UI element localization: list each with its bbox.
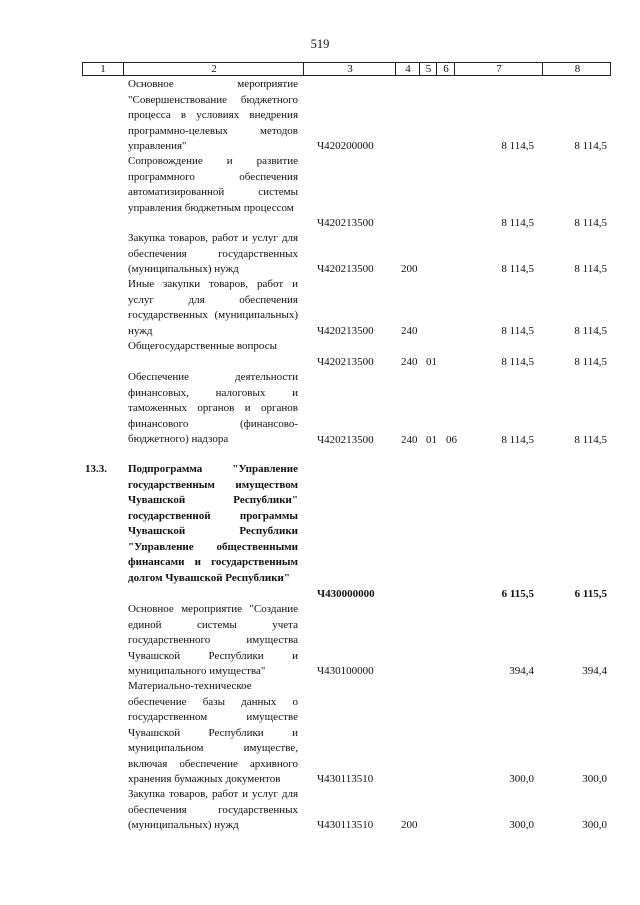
table-row (0, 787, 640, 833)
row-col6: 06 (446, 433, 457, 446)
row-description: Основное мероприятие "Совершенствование бюджетного процесса в условиях внедрения программно-целевых методов управления" (128, 78, 298, 152)
row-description: Основное мероприятие "Создание единой системы учета государственного имущества Чувашской Республики и муниципального имущества" (128, 603, 298, 677)
row-code: Ч420213500 (317, 262, 374, 275)
row-code: Ч420213500 (317, 355, 374, 368)
row-col4: 200 (401, 262, 418, 275)
header-col-5: 5 (419, 63, 437, 75)
row-description: Закупка товаров, работ и услуг для обеспечения государственных (муниципальных) нужд (128, 788, 298, 831)
row-description: Материально-техническое обеспечение базы данных о государственном имуществе Чувашской Республики и муниципальном имуществе, включая обеспечение архивного хранения бумажных документов (128, 680, 298, 785)
header-col-1: 1 (100, 63, 106, 75)
row-amount-7: 8 114,5 (501, 262, 534, 275)
row-amount-7: 8 114,5 (501, 139, 534, 152)
row-amount-7: 394,4 (509, 664, 534, 677)
row-description: Закупка товаров, работ и услуг для обеспечения государственных (муниципальных) нужд (128, 232, 298, 275)
row-amount-8: 8 114,5 (574, 324, 607, 337)
header-col-7: 7 (454, 63, 543, 75)
row-col5: 01 (426, 433, 437, 446)
row-code: Ч430000000 (317, 587, 375, 600)
row-amount-7: 8 114,5 (501, 324, 534, 337)
header-col-4: 4 (395, 63, 420, 75)
row-description: Обеспечение деятельности финансовых, налоговых и таможенных органов и органов финансового (финансово-бюджетного) надзора (128, 371, 298, 445)
row-col4: 240 (401, 355, 418, 368)
table-row (0, 339, 640, 370)
table-header (82, 62, 611, 76)
row-description: Подпрограмма "Управление государственным имуществом Чувашской Республики" государственной программы Чувашской Республики "Управление общественными финансами и государственным долгом Чувашской Республики" (128, 463, 298, 584)
row-amount-8: 300,0 (582, 772, 607, 785)
row-amount-8: 300,0 (582, 818, 607, 831)
table-row (0, 602, 640, 679)
row-code: Ч420213500 (317, 216, 374, 229)
row-amount-8: 8 114,5 (574, 355, 607, 368)
row-col5: 01 (426, 355, 437, 368)
row-amount-8: 6 115,5 (574, 587, 607, 600)
row-col4: 240 (401, 433, 418, 446)
row-amount-7: 8 114,5 (501, 433, 534, 446)
row-code: Ч420200000 (317, 139, 374, 152)
row-description: Иные закупки товаров, работ и услуг для обеспечения государственных (муниципальных) нужд (128, 278, 298, 337)
row-amount-7: 300,0 (509, 818, 534, 831)
row-code: Ч420213500 (317, 324, 374, 337)
row-amount-7: 8 114,5 (501, 216, 534, 229)
table-row (0, 277, 640, 339)
page-number: 519 (310, 37, 330, 51)
row-code: Ч430100000 (317, 664, 374, 677)
table-row (0, 370, 640, 448)
table-row (0, 679, 640, 787)
row-amount-8: 8 114,5 (574, 139, 607, 152)
row-code: Ч420213500 (317, 433, 374, 446)
row-code: Ч430113510 (317, 772, 374, 785)
header-col-8: 8 (542, 63, 612, 75)
row-description: Сопровождение и развитие программного обеспечения автоматизированной системы управления бюджетным процессом (128, 155, 298, 214)
table-row (0, 154, 640, 231)
table-row (0, 77, 640, 154)
row-amount-7: 8 114,5 (501, 355, 534, 368)
row-amount-8: 8 114,5 (574, 262, 607, 275)
row-amount-7: 300,0 (509, 772, 534, 785)
row-code: Ч430113510 (317, 818, 374, 831)
row-description: Общегосударственные вопросы (128, 340, 277, 352)
header-col-3: 3 (303, 63, 396, 75)
table-row (0, 231, 640, 277)
row-amount-8: 394,4 (582, 664, 607, 677)
row-amount-8: 8 114,5 (574, 216, 607, 229)
header-col-6: 6 (436, 63, 455, 75)
row-amount-7: 6 115,5 (501, 587, 534, 600)
table-row-subprogram (0, 462, 640, 602)
row-amount-8: 8 114,5 (574, 433, 607, 446)
header-col-2: 2 (123, 63, 304, 75)
row-col4: 240 (401, 324, 418, 337)
row-col4: 200 (401, 818, 418, 831)
row-number: 13.3. (85, 463, 107, 475)
